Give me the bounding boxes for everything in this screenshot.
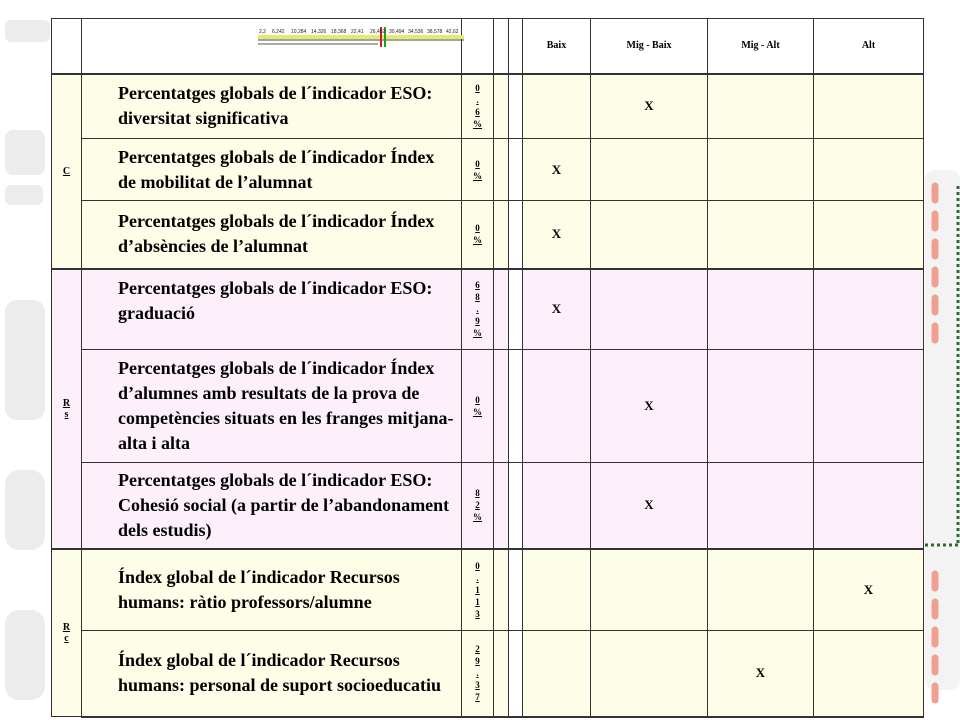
level-mark: X [523,201,591,269]
header-corner [52,19,82,74]
level-mark: X [591,350,708,463]
scale-header [82,19,462,74]
level-cell-mig-alt [708,201,814,269]
level-cell-mig-baix [591,631,708,717]
scale-tick: 18,368 [331,29,347,35]
header-row [52,19,924,74]
blank-cell [509,463,523,549]
blank-cell [509,74,523,139]
level-cell-alt [814,74,924,139]
col-header-baix: Baix [523,19,591,74]
table-row [52,350,924,463]
level-mark: X [591,74,708,139]
blank-cell [509,631,523,717]
level-mark: X [591,463,708,549]
level-cell-mig-baix [591,139,708,201]
indicator-label: Percentatges globals de l´indicador ESO: graduació [82,269,462,350]
scale-tick: 2,2 [259,29,266,35]
scale-tick: 6,242 [272,29,285,35]
indicator-label: Percentatges globals de l´indicador Índex de mobilitat de l’alumnat [82,139,462,201]
scale-tick: 38,578 [427,29,443,35]
table-row [52,201,924,269]
group-code-rs: R s [52,269,82,549]
indicator-value: 0 % [462,201,494,269]
header-blank [462,19,494,74]
table-row [52,139,924,201]
blank-cell [494,350,509,463]
level-cell-mig-alt [708,549,814,631]
indicator-label: Percentatges globals de l´indicador ESO: diversitat significativa [82,74,462,139]
level-cell-mig-alt [708,139,814,201]
indicator-label: Percentatges globals de l´indicador ESO: Cohesió social (a partir de l’abandonament dels estudis) [82,463,462,549]
group-code-rc: R c [52,549,82,717]
level-cell-mig-alt [708,463,814,549]
indicators-table [51,18,924,718]
blank-cell [494,74,509,139]
scale-tick: 42,62 [446,29,459,35]
level-cell-mig-alt [708,74,814,139]
scale-tick: 30,494 [389,29,405,35]
level-cell-alt [814,269,924,350]
header-blank [494,19,509,74]
col-header-alt: Alt [814,19,924,74]
level-cell-alt [814,463,924,549]
blank-cell [509,201,523,269]
indicator-value: 0 . 1 1 3 [462,549,494,631]
blank-cell [494,463,509,549]
blank-cell [509,139,523,201]
scale-tick: 14,326 [311,29,327,35]
indicator-value: 2 9 . 3 7 [462,631,494,717]
scale-tick: 22,41 [351,29,364,35]
table-row [52,463,924,549]
table-row [52,549,924,631]
blank-cell [494,269,509,350]
blank-cell [494,631,509,717]
level-cell-mig-alt [708,269,814,350]
col-header-mig-baix: Mig - Baix [591,19,708,74]
level-cell-baix [523,350,591,463]
indicator-value: 0 % [462,139,494,201]
indicator-label: Percentatges globals de l´indicador Índex d’absències de l’alumnat [82,201,462,269]
scale-tick: 26,452 [370,29,386,35]
level-cell-baix [523,631,591,717]
col-header-mig-alt: Mig - Alt [708,19,814,74]
table-row [52,74,924,139]
scale-bar [258,26,464,48]
indicator-value: 0 % [462,350,494,463]
header-blank [509,19,523,74]
level-mark: X [523,269,591,350]
indicator-label: Índex global de l´indicador Recursos humans: personal de suport socioeducatiu [82,631,462,717]
level-cell-baix [523,74,591,139]
level-cell-baix [523,463,591,549]
level-cell-baix [523,549,591,631]
indicator-value: 6 8 . 9 % [462,269,494,350]
level-mark: X [523,139,591,201]
blank-cell [509,549,523,631]
level-cell-mig-alt [708,350,814,463]
indicator-value: 0 . 6 % [462,74,494,139]
scale-tick: 34,536 [408,29,424,35]
level-cell-mig-baix [591,269,708,350]
group-code-c: C [52,74,82,269]
level-cell-alt [814,139,924,201]
level-cell-mig-baix [591,549,708,631]
level-mark: X [814,549,924,631]
level-cell-alt [814,350,924,463]
indicator-label: Percentatges globals de l´indicador Índex d’alumnes amb resultats de la prova de competències situats en les franges mitjana-alta i alta [82,350,462,463]
indicator-value: 8 2 % [462,463,494,549]
blank-cell [494,549,509,631]
level-mark: X [708,631,814,717]
blank-cell [509,269,523,350]
blank-cell [509,350,523,463]
indicator-label: Índex global de l´indicador Recursos humans: ràtio professors/alumne [82,549,462,631]
table-row [52,269,924,350]
table-row [52,631,924,717]
blank-cell [494,201,509,269]
level-cell-alt [814,201,924,269]
scale-tick: 10,284 [291,29,307,35]
level-cell-mig-baix [591,201,708,269]
blank-cell [494,139,509,201]
level-cell-alt [814,631,924,717]
